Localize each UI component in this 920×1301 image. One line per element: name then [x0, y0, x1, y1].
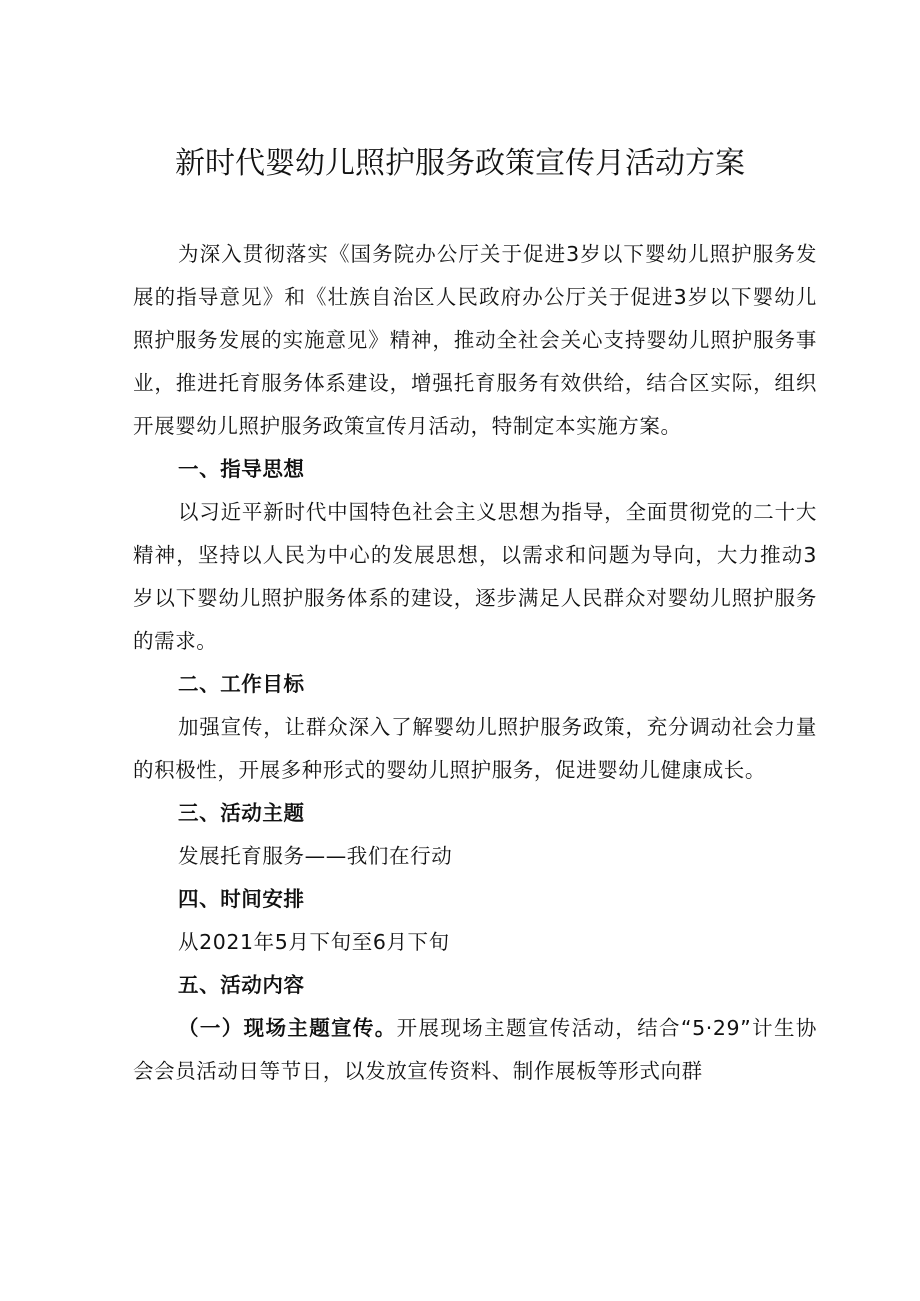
section-text-schedule: 从2021年5月下旬至6月下旬	[178, 930, 450, 954]
section-text-work-goals: 加强宣传，让群众深入了解婴幼儿照护服务政策，充分调动社会力量的积极性，开展多种形式的婴幼儿照护服务，促进婴幼儿健康成长。	[133, 715, 817, 782]
document-title: 新时代婴幼儿照护服务政策宣传月活动方案	[175, 146, 745, 181]
section-heading-activity-theme: 三、活动主题	[178, 801, 305, 825]
section-heading-guiding-ideology: 一、指导思想	[178, 457, 305, 481]
section-heading-work-goals: 二、工作目标	[178, 672, 305, 696]
item-onsite-publicity-label: （一）现场主题宣传。	[178, 1016, 397, 1040]
intro-paragraph: 为深入贯彻落实《国务院办公厅关于促进3岁以下婴幼儿照护服务发展的指导意见》和《壮族自治区人民政府办公厅关于促进3岁以下婴幼儿照护服务发展的实施意见》精神，推动全社会关心支持婴幼儿照护服务事业，推进托育服务体系建设，增强托育服务有效供给，结合区实际，组织开展婴幼儿照护服务政策宣传月活动，特制定本实施方案。	[133, 242, 817, 438]
item-onsite-publicity	[133, 1007, 817, 1093]
section-heading-activity-content: 五、活动内容	[178, 973, 305, 997]
item-onsite-publicity-text: 开展现场主题宣传活动，结合“5·29”计生协会会员活动日等节日，以发放宣传资料、制作展板等形式向群	[133, 1016, 817, 1083]
document-body	[133, 233, 817, 1093]
section-text-activity-theme: 发展托育服务——我们在行动	[178, 844, 453, 868]
section-heading-schedule: 四、时间安排	[178, 887, 305, 911]
section-text-guiding-ideology: 以习近平新时代中国特色社会主义思想为指导，全面贯彻党的二十大精神，坚持以人民为中心的发展思想，以需求和问题为导向，大力推动3岁以下婴幼儿照护服务体系的建设，逐步满足人民群众对婴幼儿照护服务的需求。	[133, 500, 817, 653]
